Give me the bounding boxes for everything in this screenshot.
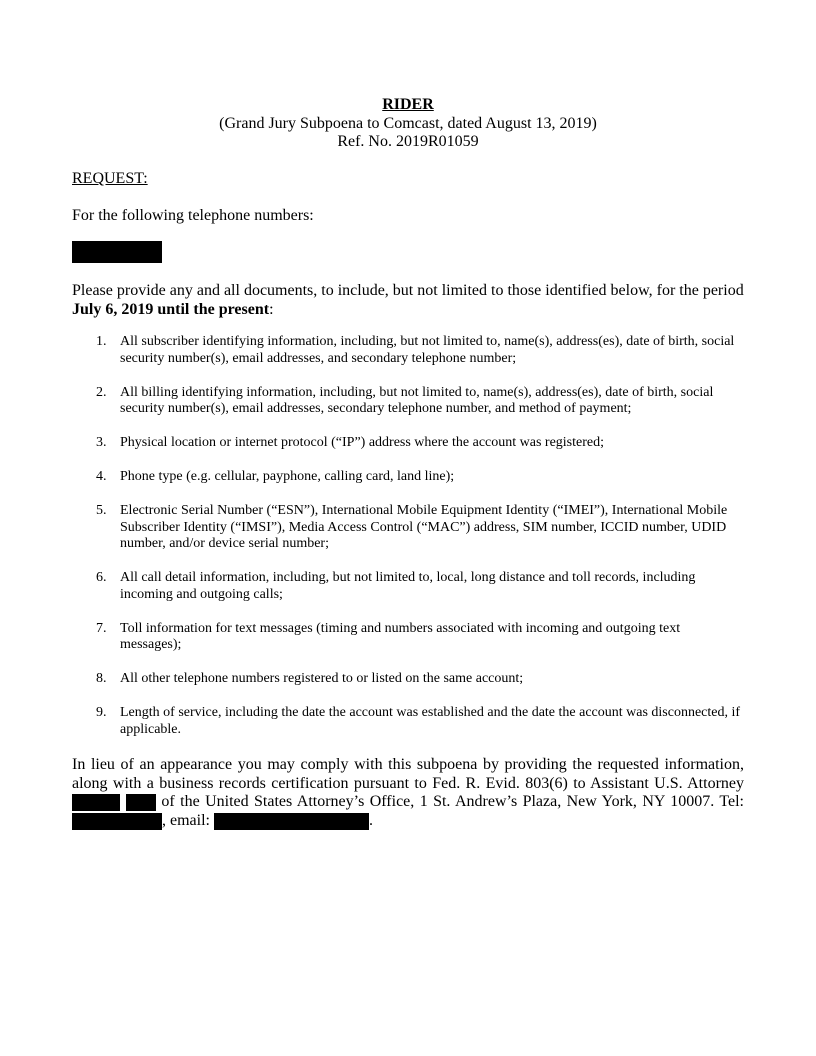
list-item — [72, 385, 744, 418]
list-item-text: Length of service, including the date the account was established and the date the account was disconnected, if applicable. — [120, 705, 741, 737]
redacted-attorney-name — [72, 794, 120, 811]
list-item-number: 4. — [96, 469, 107, 484]
request-paragraph — [72, 282, 744, 319]
list-item — [72, 503, 744, 553]
document-page — [72, 0, 744, 1056]
request-paragraph-suffix: : — [269, 300, 274, 318]
list-item — [72, 621, 744, 654]
reference-number: Ref. No. 2019R01059 — [337, 133, 479, 150]
list-item-number: 1. — [96, 334, 107, 349]
list-item-number: 3. — [96, 435, 107, 450]
list-item-text: All other telephone numbers registered to or listed on the same account; — [120, 671, 524, 686]
list-item-text: Toll information for text messages (timing and numbers associated with incoming and outgoing text messages); — [120, 620, 681, 652]
closing-paragraph — [72, 756, 744, 830]
document-header — [72, 96, 744, 152]
list-item-text: Phone type (e.g. cellular, payphone, calling card, land line); — [120, 469, 455, 484]
document-title: RIDER — [382, 96, 434, 113]
list-item — [72, 570, 744, 603]
requested-items-list — [72, 334, 744, 756]
list-item-text: All subscriber identifying information, including, but not limited to, name(s), address(es), date of birth, social security number(s), email addresses, and secondary telephone number; — [120, 334, 735, 366]
list-item-number: 6. — [96, 570, 107, 585]
request-period: July 6, 2019 until the present — [72, 300, 270, 318]
redacted-telephone — [72, 813, 162, 830]
list-item-number: 8. — [96, 671, 107, 686]
list-item-number: 9. — [96, 705, 107, 720]
list-item-number: 7. — [96, 620, 107, 636]
list-item — [72, 705, 744, 738]
redacted-telephone-number — [72, 241, 162, 263]
list-item — [72, 334, 744, 367]
list-item-number: 2. — [96, 384, 107, 400]
list-item — [72, 671, 744, 688]
redacted-attorney-name — [126, 794, 156, 811]
request-heading: REQUEST: — [72, 170, 148, 187]
list-item-text: Physical location or internet protocol (“IP”) address where the account was registered; — [120, 435, 604, 450]
redacted-email — [214, 813, 369, 830]
closing-text-4: . — [368, 811, 373, 829]
list-item-text: All billing identifying information, including, but not limited to, name(s), address(es), date of birth, social security number(s), email addresses, secondary telephone number, and method of payment; — [120, 384, 714, 416]
closing-text-1: In lieu of an appearance you may comply with this subpoena by providing the requested information, along with a business records certification pursuant to Fed. R. Evid. 803(6) to Assistant U.S. Attorney — [72, 756, 744, 792]
list-item-text: Electronic Serial Number (“ESN”), International Mobile Equipment Identity (“IMEI”), International Mobile Subscriber Identity (“IMSI”), Media Access Control (“MAC”) address, SIM number, ICCID number, UDID number, and/or device serial number; — [120, 503, 728, 551]
list-item-text: All call detail information, including, but not limited to, local, long distance and toll records, including incoming and outgoing calls; — [120, 570, 696, 602]
list-item — [72, 469, 744, 486]
closing-text-2: of the United States Attorney’s Office, 1 St. Andrew’s Plaza, New York, NY 10007. Tel: — [156, 793, 744, 810]
document-subtitle: (Grand Jury Subpoena to Comcast, dated August 13, 2019) — [219, 114, 597, 132]
list-item-number: 5. — [96, 503, 107, 518]
list-item — [72, 435, 744, 452]
telephone-numbers-intro: For the following telephone numbers: — [72, 207, 314, 224]
closing-text-3: , email: — [162, 811, 214, 829]
request-paragraph-text: Please provide any and all documents, to include, but not limited to those identified below, for the period — [72, 282, 744, 299]
